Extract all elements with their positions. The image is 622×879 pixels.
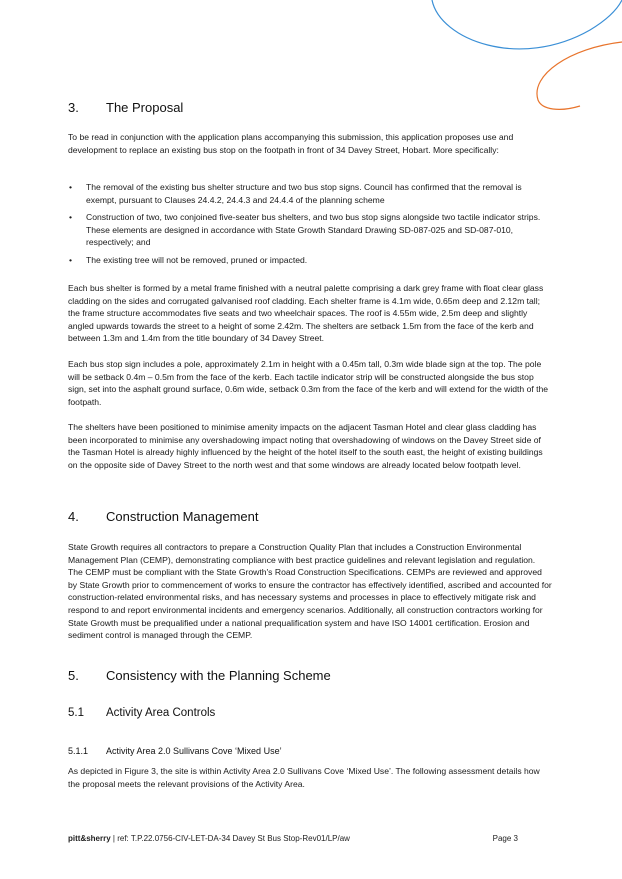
subsection-5-1-1-heading xyxy=(68,746,282,756)
section-title: Consistency with the Planning Scheme xyxy=(106,668,331,683)
footer-brand: pitt&sherry xyxy=(68,834,111,843)
section-number: 3. xyxy=(68,100,79,115)
section-number: 4. xyxy=(68,509,79,524)
section-4-heading xyxy=(68,509,258,524)
section-number: 5.1 xyxy=(68,707,84,719)
subsection-5-1-heading xyxy=(68,707,215,719)
amenity-description: The shelters have been positioned to minimise amenity impacts on the adjacent Tasman Hotel and clear glass cladding has been incorporated to minimise any overshadowing impact noting that overshadowing of windows on the Davey Street side of the Tasman Hotel is already highly influenced by the height of the hotel itself to the south east, the height of existing buildings on the opposite side of Davey Street to the north west and that some windows are already located below footpath level. xyxy=(68,422,543,470)
decorative-arcs xyxy=(0,0,622,110)
section-title: Construction Management xyxy=(106,509,259,524)
blue-arc xyxy=(432,0,622,49)
section-3-heading xyxy=(68,100,183,115)
footer-ref: | ref: T.P.22.0756-CIV-LET-DA-34 Davey St Bus Stop-Rev01/LP/aw xyxy=(110,834,350,843)
section-title: Activity Area Controls xyxy=(106,707,216,719)
section-number: 5. xyxy=(68,668,79,683)
page-footer xyxy=(68,834,518,843)
list-item: • The removal of the existing bus shelter structure and two bus stop signs. Council has confirmed that the removal is exempt, pursuant to Clauses 24.4.2, 24.4.3 and 24.4.4 of the planning scheme xyxy=(69,182,522,205)
list-item: • The existing tree will not be removed, pruned or impacted. xyxy=(69,254,308,265)
section-title: The Proposal xyxy=(106,100,184,115)
section-number: 5.1.1 xyxy=(68,746,89,756)
construction-management-text: State Growth requires all contractors to prepare a Construction Quality Plan that includes a Construction Environmental Management Plan (CEMP), demonstrating compliance with best practice guidelines and relevant legislation and regulation. The CEMP must be compliant with the State Growth's Road Construction Specifications. CEMPs are reviewed and approved by State Growth prior to commencement of works to ensure the contractor has effectively identified, ascribed and accounted for construction-related environmental risks, and has necessary systems and processes in place to effectively mitigate risk and respond to and report environmental incidents and emergency scenarios. Additionally, all construction contractors working for State Growth must be prequalified under a national prequalification system and have ISO 14001 certification. Erosion and sediment control is managed through the CEMP. xyxy=(68,542,552,641)
activity-area-text: As depicted in Figure 3, the site is within Activity Area 2.0 Sullivans Cove ‘Mixed Use’. The following assessment details how the proposal meets the relevant provisions of the Activity Area. xyxy=(68,766,540,789)
section-5-heading xyxy=(68,668,331,683)
orange-arc xyxy=(537,42,622,109)
shelter-description: Each bus shelter is formed by a metal frame finished with a neutral palette comprising a dark grey frame with float clear glass cladding on the sides and corrugated galvanised roof cladding. Each shelter frame is 4.1m wide, 0.65m deep and 2.12m tall; the frame structure accommodates five seats and two wheelchair spaces. The roof is 4.55m wide, 2.5m deep and slightly angled upwards towards the street to a height of some 2.42m. The shelters are setback 1.5m from the face of the kerb and between 1.3m and 1.4m from the title boundary of 34 Davey Street. xyxy=(68,283,544,344)
sign-description: Each bus stop sign includes a pole, approximately 2.1m in height with a 0.45m tall, 0.3m wide blade sign at the top. The pole will be setback 0.4m – 0.5m from the face of the kerb. Each tactile indicator strip will be constructed alongside the bus stop sign, set into the asphalt ground surface, 0.6m wide, setback 0.3m from the face of the kerb and will extend for the width of the footpath. xyxy=(68,359,549,407)
proposal-bullet-list xyxy=(68,181,552,272)
section-title: Activity Area 2.0 Sullivans Cove ‘Mixed Use’ xyxy=(106,746,282,756)
list-item: • Construction of two, two conjoined five-seater bus shelters, and two bus stop signs alongside two tactile indicator strips. These elements are designed in accordance with State Growth Standard Drawing SD-087-025 and SD-087-010, respectively; and xyxy=(69,212,541,248)
page-number: Page 3 xyxy=(492,834,518,843)
proposal-intro: To be read in conjunction with the application plans accompanying this submission, this application proposes use and development to replace an existing bus stop on the footpath in front of 34 Davey Street, Hobart. More specifically: xyxy=(68,132,514,155)
